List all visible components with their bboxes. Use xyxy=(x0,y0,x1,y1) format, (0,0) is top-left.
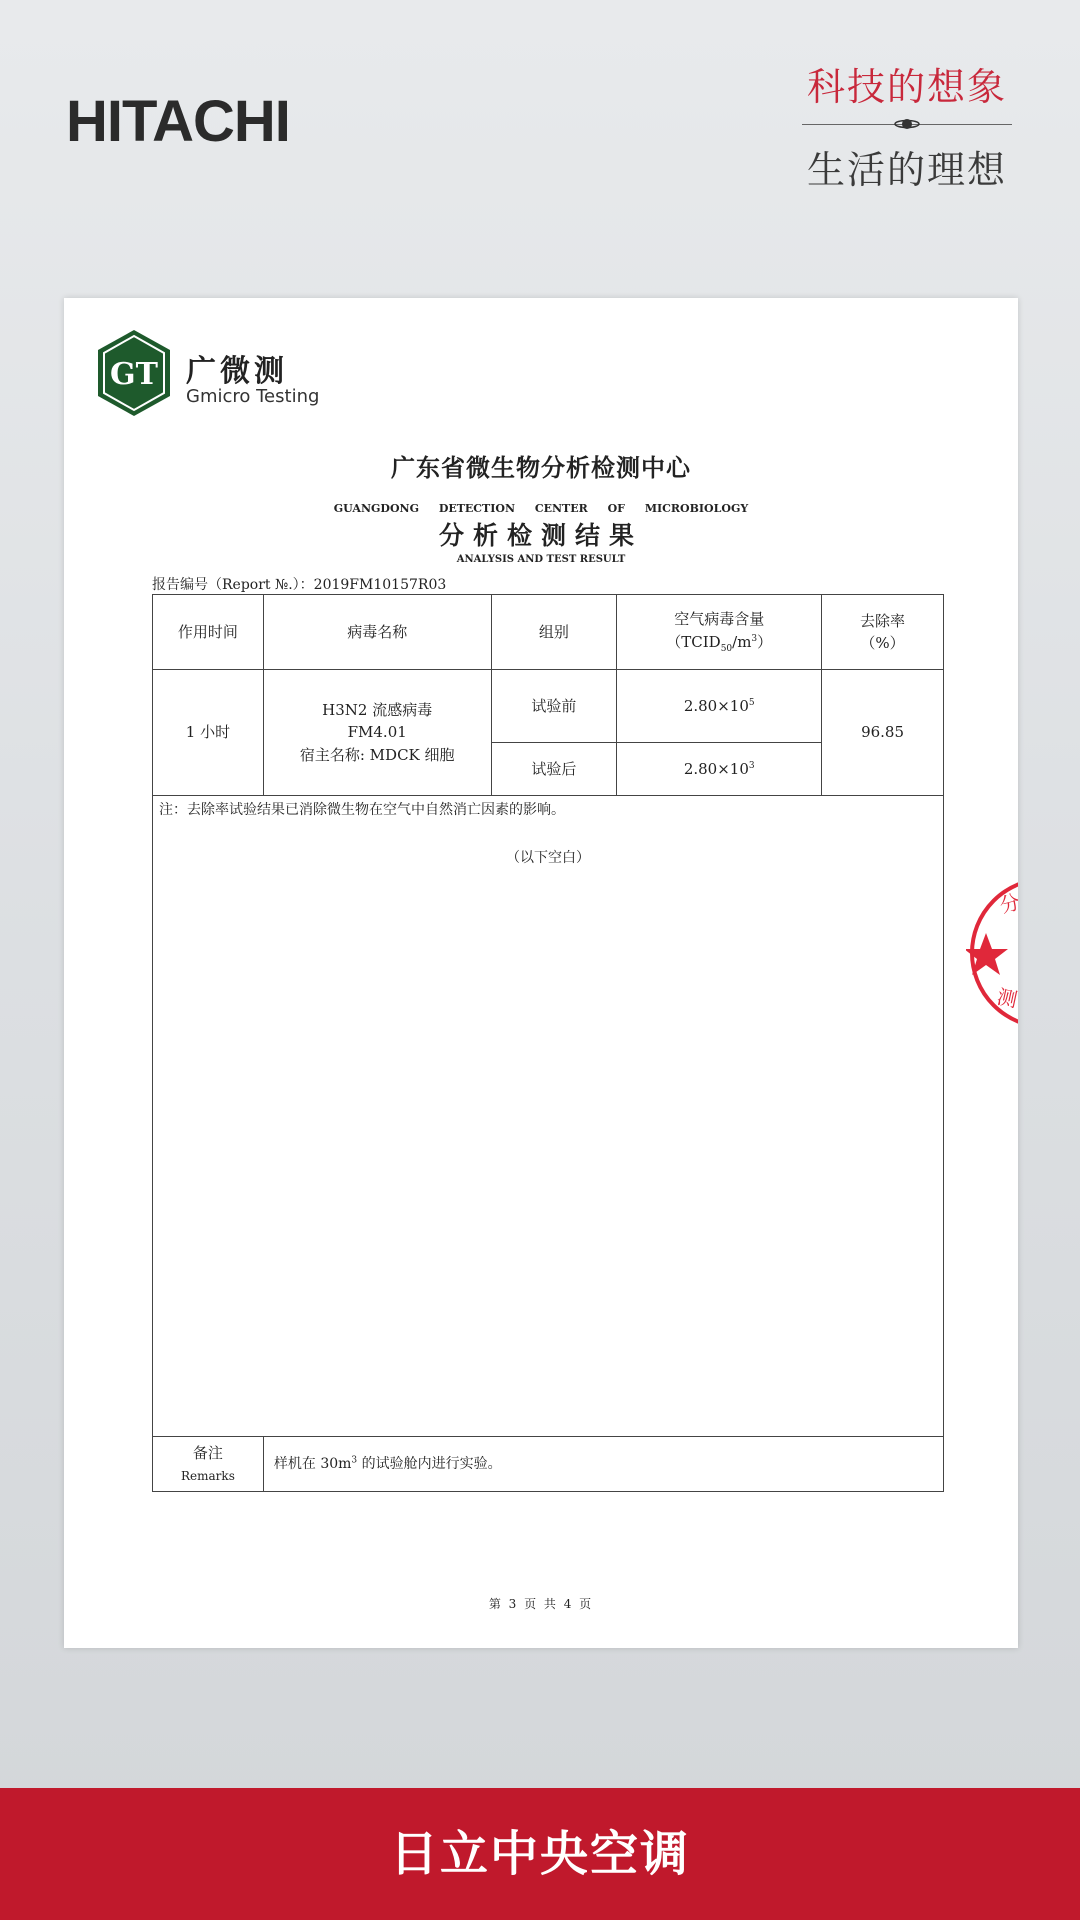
virus-strain: FM4.01 xyxy=(347,723,407,742)
page-number: 第 3 页 共 4 页 xyxy=(488,1597,594,1611)
header-concentration xyxy=(617,595,822,670)
value-before-base: 2.80×10 xyxy=(683,696,749,715)
table-header-row xyxy=(153,595,944,670)
certificate-page xyxy=(64,298,1062,1648)
gmicro-logo-letters: GT xyxy=(110,357,158,392)
brand-logo: HITACHI xyxy=(66,89,290,154)
note-cell xyxy=(153,796,944,1437)
header-removal-label: 去除率 xyxy=(860,611,906,630)
cell-value-after xyxy=(617,743,822,796)
cell-virus xyxy=(263,670,491,796)
remarks-pre: 样机在 30m xyxy=(273,1455,352,1472)
cell-group-before: 试验前 xyxy=(491,670,617,743)
cell-group-after: 试验后 xyxy=(491,743,617,796)
note-text: 注：去除率试验结果已消除微生物在空气中自然消亡因素的影响。 xyxy=(159,802,565,818)
planet-icon xyxy=(894,116,920,132)
remarks-label xyxy=(153,1437,264,1492)
header-virus: 病毒名称 xyxy=(263,595,491,670)
remarks-label-cn: 备注 xyxy=(192,1443,223,1462)
header-concentration-unit-pre: （TCID xyxy=(666,632,721,651)
table-row xyxy=(153,670,944,743)
value-before-exp: 5 xyxy=(748,697,755,708)
remarks-post: 的试验舱内进行实验。 xyxy=(357,1455,502,1472)
remarks-value xyxy=(263,1437,943,1492)
remarks-row xyxy=(153,1437,944,1492)
header-time: 作用时间 xyxy=(153,595,264,670)
slogan-divider xyxy=(802,115,1012,133)
cell-time: 1 小时 xyxy=(153,670,264,796)
report-title-en: ANALYSIS AND TEST RESULT xyxy=(456,554,626,565)
slogan-top: 科技的想象 xyxy=(806,65,1007,109)
report-number: 报告编号（Report №.）：2019FM10157R03 xyxy=(152,577,447,593)
table-note-row xyxy=(153,796,944,1437)
header-removal-unit: （%） xyxy=(860,634,905,652)
header-group: 组别 xyxy=(491,595,617,670)
results-table xyxy=(152,594,944,1492)
value-after-exp: 3 xyxy=(748,760,755,771)
header-concentration-unit-sub: 50 xyxy=(720,643,733,654)
slogan xyxy=(802,56,1012,194)
blank-below-text: （以下空白） xyxy=(506,850,590,866)
remarks-sup: 3 xyxy=(351,1454,358,1465)
center-name-cn: 广东省微生物分析检测中心 xyxy=(391,453,691,482)
header-concentration-unit-mid: /m xyxy=(732,632,752,651)
value-after-base: 2.80×10 xyxy=(683,759,749,778)
header-concentration-unit-sup: 3 xyxy=(751,633,758,644)
cell-removal-rate: 96.85 xyxy=(822,670,944,796)
footer-bar: 日立中央空调 xyxy=(0,1788,1080,1920)
header-concentration-label: 空气病毒含量 xyxy=(674,610,765,628)
header-concentration-unit-post: ） xyxy=(757,632,773,651)
lab-name-en: Gmicro Testing xyxy=(186,386,320,407)
header-removal xyxy=(822,595,944,670)
slogan-bottom: 生活的理想 xyxy=(806,148,1007,192)
cell-value-before xyxy=(617,670,822,743)
gmicro-logo-icon xyxy=(96,328,172,418)
virus-name: H3N2 流感病毒 xyxy=(322,700,433,719)
report-title-cn: 分析检测结果 xyxy=(438,521,643,550)
lab-name-cn: 广微测 xyxy=(186,354,288,389)
svg-text:测专用: 测专用 xyxy=(994,984,1059,1021)
remarks-label-en: Remarks xyxy=(181,1469,235,1483)
svg-text:分析检: 分析检 xyxy=(997,879,1062,918)
virus-host: 宿主名称: MDCK 细胞 xyxy=(299,745,455,764)
center-name-en: GUANGDONG DETECTION CENTER OF MICROBIOLOGY xyxy=(333,502,749,515)
official-seal-stamp xyxy=(966,873,1062,1033)
